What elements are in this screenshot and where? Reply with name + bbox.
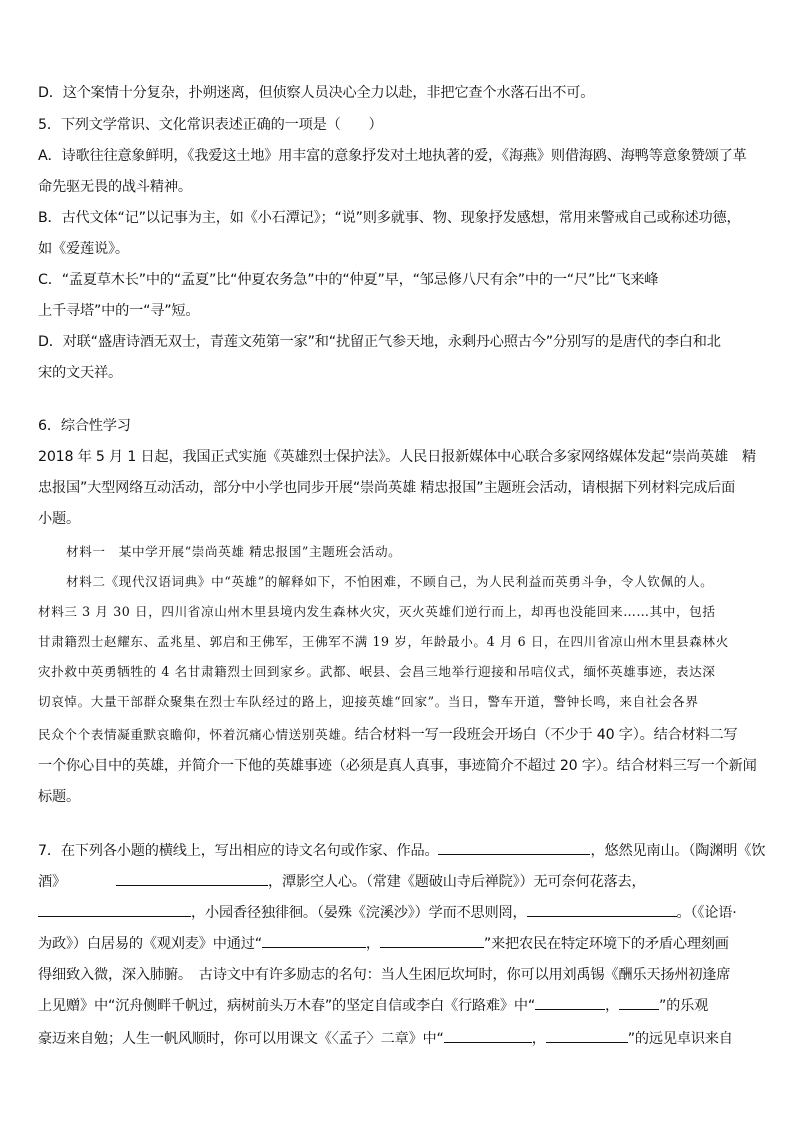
q7-stem: 7．在下列各小题的横线上，写出相应的诗文名句或作家、作品。 [38,843,439,859]
q5-option-a-line1: A．诗歌往往意象鲜明，《我爱这土地》用丰富的意象抒发对土地执著的爱，《海燕》则借海鸥、海鸭等意象赞颂了革 [38,148,747,164]
q6-material-3-line2: 甘肃籍烈士赵耀东、孟兆星、郭启和王佛军，王佛军不满 19 岁，年龄最小。4 月 6 日，在四川省凉山州木里县森林火 [38,634,729,649]
answer-blank-3[interactable] [38,902,191,917]
q5-option-c-line1: C．“孟夏草木长”中的“孟夏”比“仲夏农务急”中的“仲夏”早，“邹忌修八尺有余”中的一“尺”比“飞来峰 [38,272,659,288]
answer-blank-10[interactable] [546,1028,628,1043]
q7-text: 上见赠》中“沉舟侧畔千帆过，病树前头万木春”的坚定自信或李白《行路难》中“ [38,998,536,1014]
q7-text: 豪迈来自勉；人生一帆风顺时，你可以用课文《〈孟子〉二章》中“ [38,1031,444,1047]
q7-text: ，小园香径独徘徊。（晏殊《浣溪沙》）学而不思则罔， [191,905,527,921]
q7-text: ， [605,998,620,1014]
q5-option-a-line2: 命先驱无畏的战斗精神。 [38,179,192,195]
q6-title: 6．综合性学习 [38,418,131,434]
q5-option-d-line2: 宋的文天祥。 [38,365,122,381]
q7-text: ， [531,1031,546,1047]
q5-option-c-line2: 上千寻塔”中的一“寻”短。 [38,303,200,319]
q7-text: ，悠然见南山。（陶渊明《饮 [590,843,766,859]
q6-intro-line3: 小题。 [38,511,80,527]
q7-text: 为政》）白居易的《观刈麦》中通过“ [38,936,262,952]
q7-text: ”的远见卓识来自 [627,1031,733,1047]
q7-line5: 得细致入微，深入肺腑。 古诗文中有许多励志的名句：当人生困厄坎坷时，你可以用刘禹锡《酬乐天扬州初逢席 [38,967,731,983]
q7-text: ”来把农民在特定环境下的矛盾心理刻画 [483,936,729,952]
answer-blank-2[interactable] [116,871,268,886]
q6-material-3-line4: 切哀悼。大量干部群众聚集在烈士车队经过的路上，迎接英雄“回家”。当日，警车开道，警钟长鸣，来自社会各界 [38,694,699,709]
q7-line3 [38,902,737,922]
q6-material-1: 材料一 某中学开展“崇尚英雄 精忠报国”主题班会活动。 [66,544,402,559]
q5-option-b-line1: B．古代文体“记”以记事为主，如《小石潭记》；“说”则多就事、物、现象抒发感想，常用来警戒自己或称述功德， [38,210,741,226]
q7-line2 [38,871,645,891]
q6-material-3-line1: 材料三 3 月 30 日，四川省凉山州木里县境内发生森林火灾，灭火英雄们逆行而上，却再也没能回来……其中，包括 [38,604,716,619]
q6-material-2: 材料二《现代汉语词典》中“英雄”的解释如下，不怕困难，不顾自己，为人民利益而英勇斗争，令人钦佩的人。 [66,574,714,589]
q6-task-3: 标题。 [38,789,80,805]
answer-blank-1[interactable] [438,840,590,855]
q6-task-1: 结合材料一写一段班会开场白（不少于 40 字）。结合材料二写 [354,727,738,743]
q6-intro-line2: 忠报国”大型网络互动活动，部分中小学也同步开展“崇尚英雄 精忠报国”主题班会活动，请根据下列材料完成后面 [38,480,736,496]
answer-blank-7[interactable] [535,995,605,1010]
q5-stem: 5．下列文学常识、文化常识表述正确的一项是（ ） [38,117,383,133]
answer-blank-6[interactable] [380,933,484,948]
q4-option-d: D．这个案情十分复杂，扑朔迷离，但侦察人员决心全力以赴，非把它查个水落石出不可。 [38,85,595,101]
q7-line1 [38,840,765,860]
q7-text: ， [365,936,380,952]
answer-blank-4[interactable] [527,902,677,917]
answer-blank-5[interactable] [262,933,366,948]
q5-option-d-line1: D．对联“盛唐诗酒无双士，青莲文苑第一家”和“扰留正气参天地，永剩丹心照古今”分别写的是唐代的李白和北 [38,334,721,350]
q7-text: ，潭影空人心。（常建《题破山寺后禅院》）无可奈何花落去， [267,874,646,890]
q6-material-3-end: 民众个个表情凝重默哀瞻仰，怀着沉痛心情送别英雄。 [38,727,355,742]
q7-line6 [38,995,708,1015]
q7-text: ”的乐观 [659,998,709,1014]
answer-blank-9[interactable] [444,1028,532,1043]
q7-text: 。（《论语· [676,905,737,921]
answer-blank-8[interactable] [619,995,659,1010]
q6-task-2: 一个你心目中的英雄，并简介一下他的英雄事迹（必须是真人真事，事迹简介不超过 20 字）。结合材料三写一个新闻 [38,758,757,774]
q7-text: 酒》 [38,874,66,890]
q7-line7 [38,1028,733,1048]
q7-line4 [38,933,729,953]
q6-material-3-line5 [38,724,738,744]
q6-material-3-line3: 灾扑救中英勇牺牲的 4 名甘肃籍烈士回到家乡。武都、岷县、会昌三地举行迎接和吊唁仪式，缅怀英雄事迹，表达深 [38,664,716,679]
q6-intro-line1: 2018 年 5 月 1 日起，我国正式实施《英雄烈士保护法》。人民日报新媒体中心联合多家网络媒体发起“崇尚英雄 精 [38,449,756,465]
q5-option-b-line2: 如《爱莲说》。 [38,241,129,257]
